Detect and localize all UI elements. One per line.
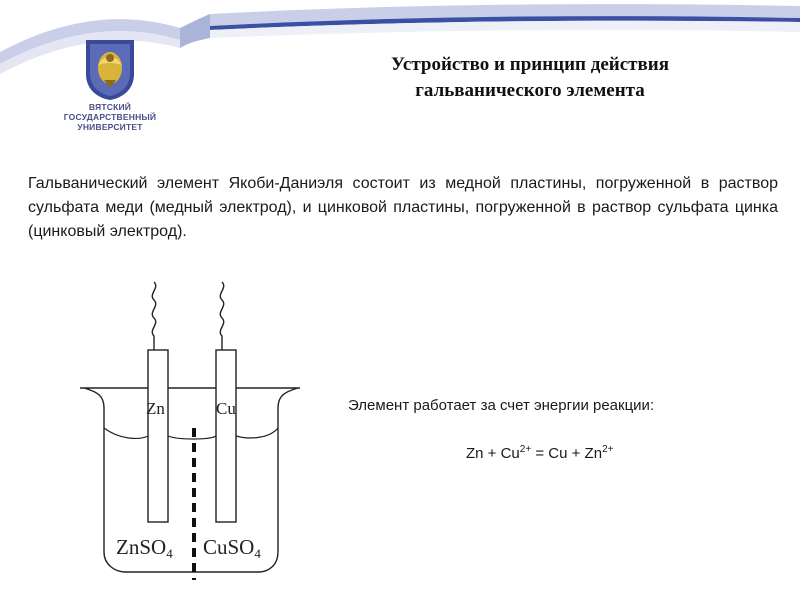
cuso4-sub: 4 — [254, 546, 261, 561]
page-title-line-2: гальванического элемента — [415, 80, 645, 101]
equation-part-2: = Cu + Zn — [531, 445, 603, 462]
equation-part-1: Zn + Cu — [466, 445, 520, 462]
element-description: Гальванический элемент Якоби-Даниэля состоит из медной пластины, погруженной в раствор сульфата меди (медный электрод), и цинковой пластины, погруженной в раствор сульфата цинка (цинковый электрод). — [28, 175, 778, 240]
znso4-label — [116, 535, 173, 561]
equation-charge-1: 2+ — [519, 444, 532, 455]
page-title — [300, 52, 760, 104]
zn-electrode — [148, 350, 168, 522]
cu-electrode — [216, 350, 236, 522]
znso4-sub: 4 — [166, 546, 173, 561]
galvanic-cell-diagram — [70, 280, 310, 580]
logo-text-line-2: ГОСУДАРСТВЕННЫЙ — [63, 112, 157, 122]
university-crest-icon — [80, 36, 140, 102]
cuso4-label — [203, 535, 261, 561]
reaction-equation — [466, 444, 613, 462]
logo-text-line-3: УНИВЕРСИТЕТ — [77, 122, 143, 132]
solution-surface — [104, 428, 278, 439]
logo-text-line-1: ВЯТСКИЙ — [88, 102, 132, 112]
beaker-outline — [80, 388, 300, 572]
zn-label: Zn — [146, 399, 165, 418]
cu-wire — [220, 282, 223, 350]
reaction-intro-text: Элемент работает за счет энергии реакции: — [348, 397, 655, 414]
cu-label: Cu — [216, 399, 236, 418]
university-logo — [40, 36, 180, 132]
page-title-line-1: Устройство и принцип действия — [391, 54, 669, 75]
znso4-main: ZnSO — [116, 535, 167, 559]
equation-charge-2: 2+ — [602, 444, 614, 455]
cuso4-main: CuSO — [203, 535, 255, 559]
zn-wire — [152, 282, 155, 350]
